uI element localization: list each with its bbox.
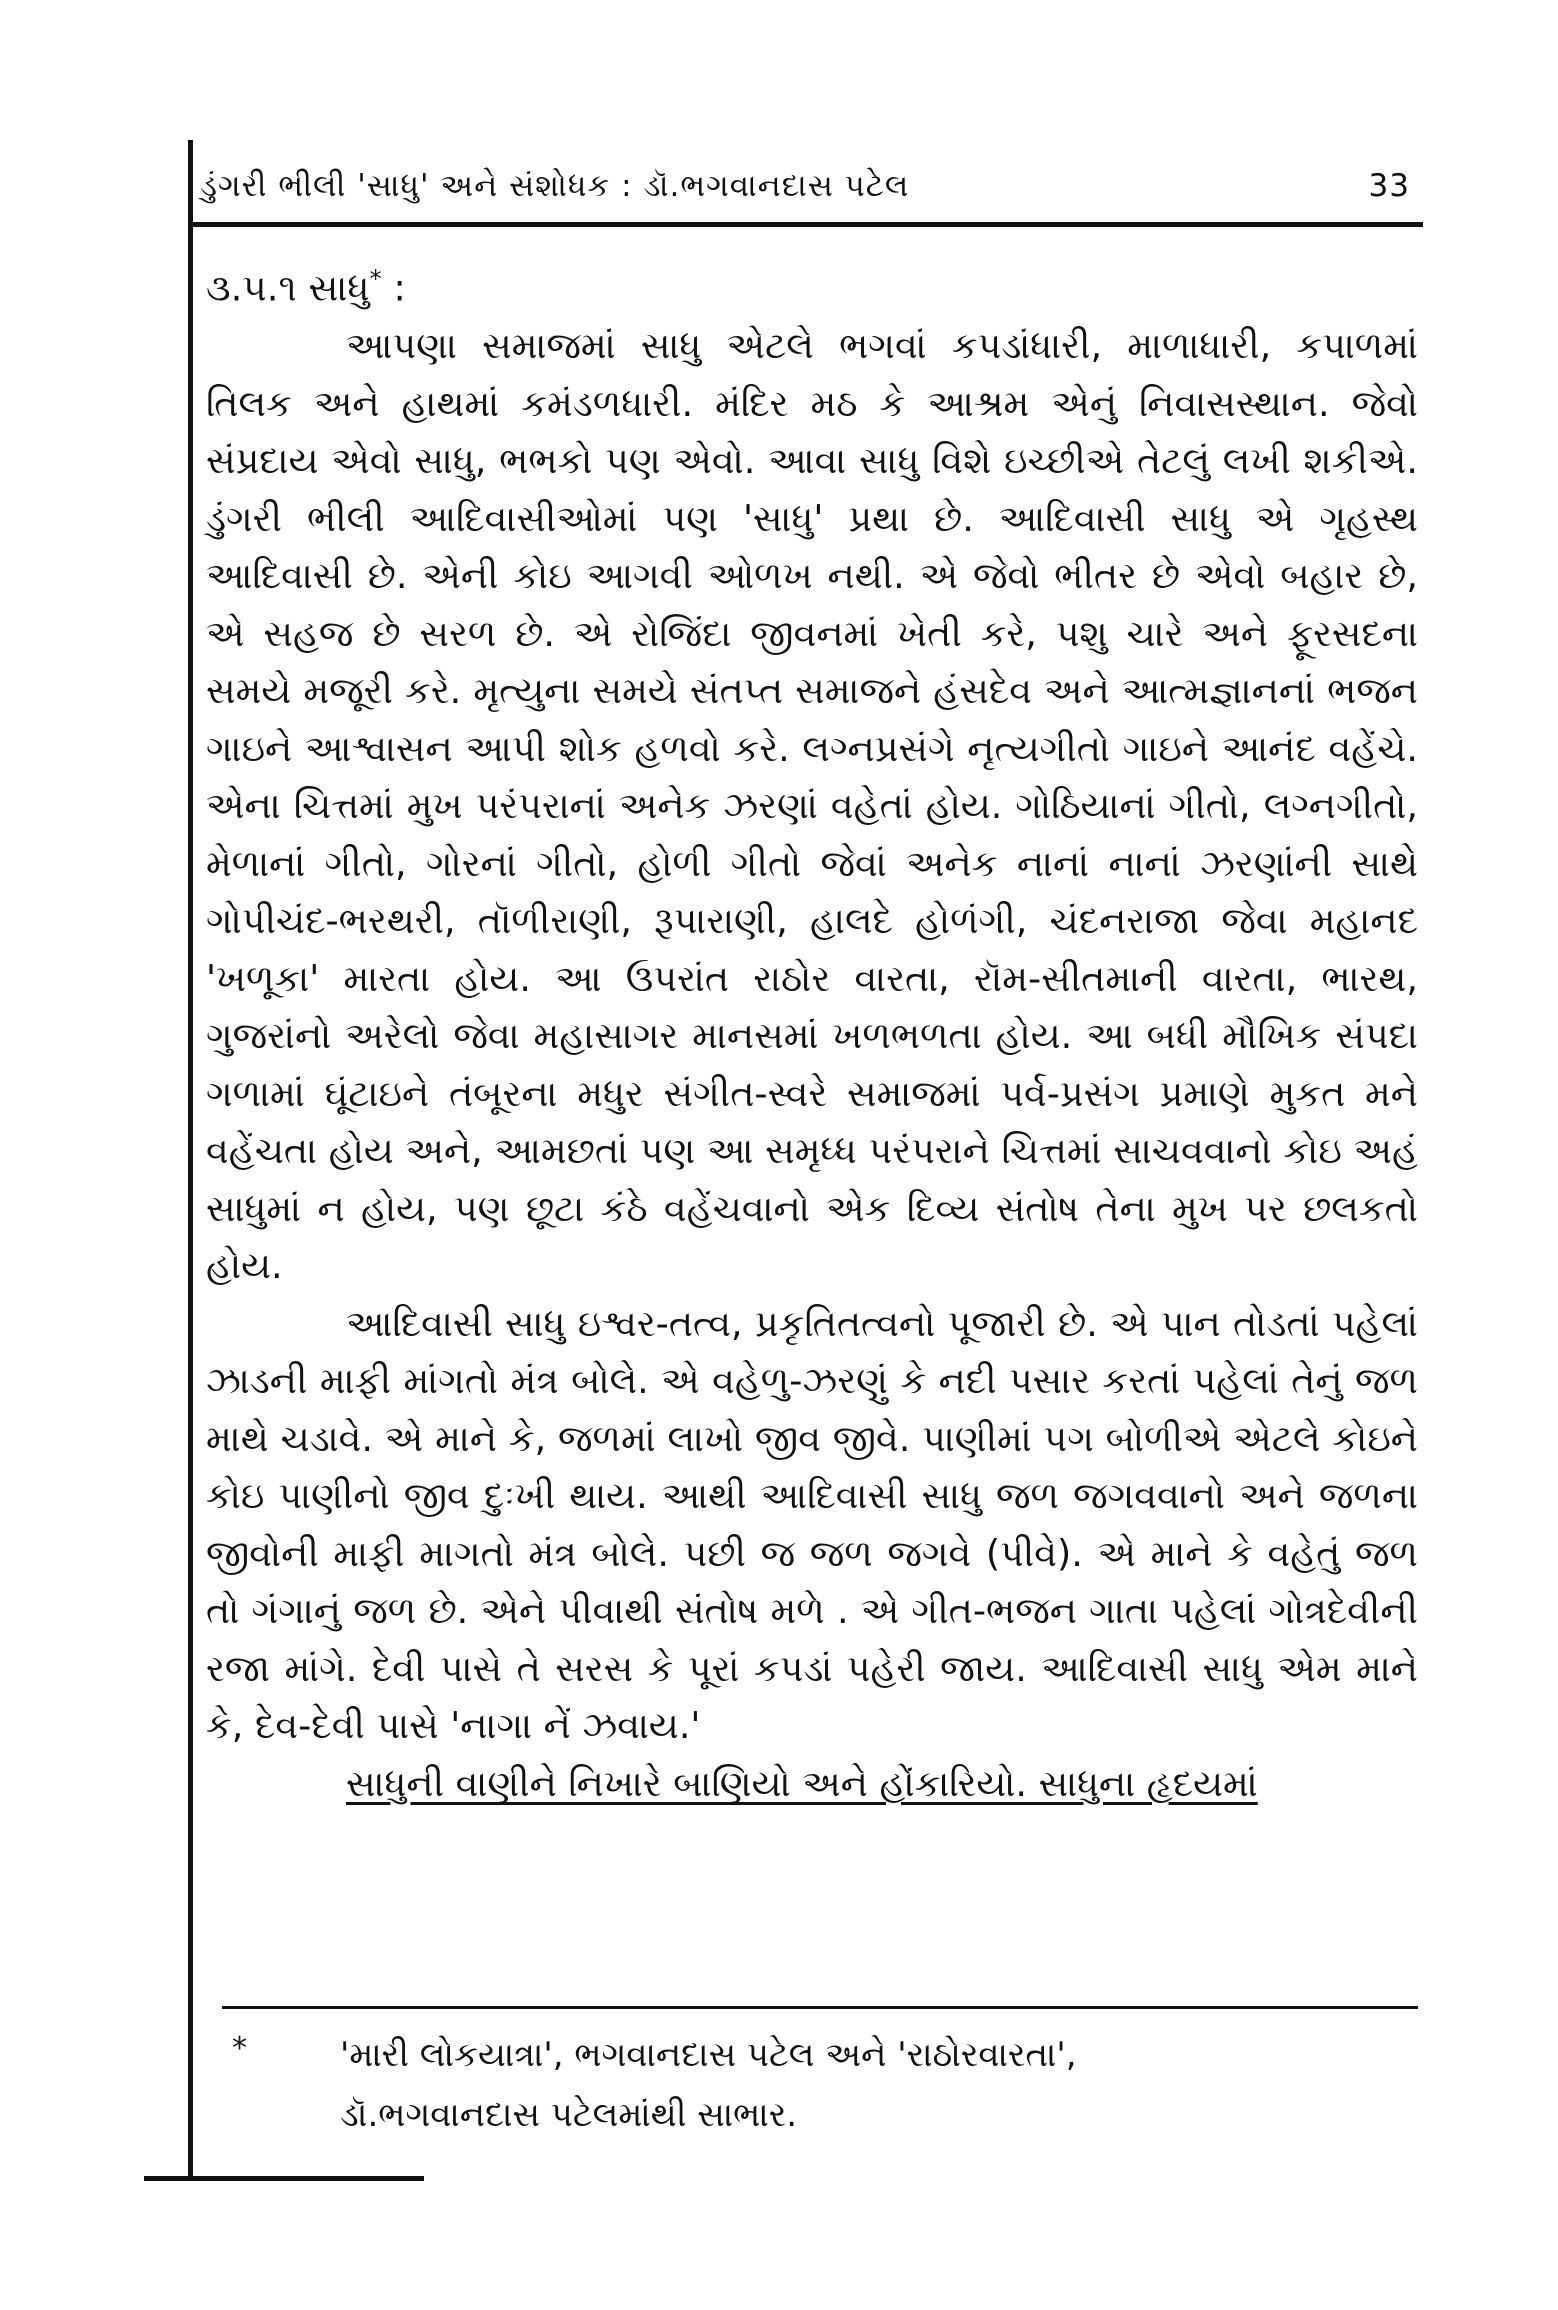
footnote-mark: * [232,2031,247,2066]
paragraph-1: આપણા સમાજમાં સાધુ એટલે ભગવાં કપડાંધારી, માળાધારી, કપાળમાં તિલક અને હાથમાં કમંડળધારી. મંદિર મઠ કે આશ્રમ એનું નિવાસસ્થાન. જેવો સંપ્રદાય એવો સાધુ, ભભકો પણ એવો. આવા સાધુ વિશે ઇચ્છીએ તેટલું લખી શકીએ. ડુંગરી ભીલી આદિવાસીઓમાં પણ 'સાધુ' પ્રથા છે. આદિવાસી સાધુ એ ગૃહસ્થ આદિવાસી છે. એની કોઇ આગવી ઓળખ નથી. એ જેવો ભીતર છે એવો બહાર છે, એ સહજ છે સરળ છે. એ રોજિંદા જીવનમાં ખેતી કરે, પશુ ચારે અને ફૂરસદના સમયે મજૂરી કરે. મૃત્યુના સમયે સંતપ્ત સમાજને હંસદેવ અને આત્મજ્ઞાનનાં ભજન ગાઇને આશ્વાસન આપી શોક હળવો કરે. લગ્નપ્રસંગે નૃત્યગીતો ગાઇને આનંદ વહેંચે. એના ચિત્તમાં મુખ પરંપરાનાં અનેક ઝરણાં વહેતાં હોય. ગોઠિયાનાં ગીતો, લગ્નગીતો, મેળાનાં ગીતો, ગોરનાં ગીતો, હોળી ગીતો જેવાં અનેક નાનાં નાનાં ઝરણાંની સાથે ગોપીચંદ-ભરથરી, તૉળીરાણી, રૂપારાણી, હાલદે હોળંગી, ચંદનરાજા જેવા મહાનદ 'ખળૂકા' મારતા હોય. આ ઉપરાંત રાઠોર વારતા, રૉમ-સીતમાની વારતા, ભારથ, ગુજરાંનો અરેલો જેવા મહાસાગર માનસમાં ખળભળતા હોય. આ બધી મૌખિક સંપદા ગળામાં ઘૂંટાઇને તંબૂરના મધુર સંગીત-સ્વરે સમાજમાં પર્વ-પ્રસંગ પ્રમાણે મુકત મને વહેંચતા હોય અને, આમછતાં પણ આ સમૃધ્ધ પરંપરાને ચિત્તમાં સાચવવાનો કોઇ અહં સાધુમાં ન હોય, પણ છૂટા કંઠે વહેંચવાનો એક દિવ્ય સંતોષ તેના મુખ પર છલકતો હોય. [206,324,1418,1288]
paragraph-2: આદિવાસી સાધુ ઇશ્વર-તત્વ, પ્રકૃતિતત્વનો પૂજારી છે. એ પાન તોડતાં પહેલાં ઝાડની માફી માંગતો મંત્ર બોલે. એ વહેળુ-ઝરણું કે નદી પસાર કરતાં પહેલાં તેનું જળ માથે ચડાવે. એ માને કે, જળમાં લાખો જીવ જીવે. પાણીમાં પગ બોળીએ એટલે કોઇને કોઇ પાણીનો જીવ દુઃખી થાય. આથી આદિવાસી સાધુ જળ જગવવાનો અને જળના જીવોની માફી માગતો મંત્ર બોલે. પછી જ જળ જગવે (પીવે). એ માને કે વહેતું જળ તો ગંગાનું જળ છે. એને પીવાથી સંતોષ મળે . એ ગીત-ભજન ગાતા પહેલાં ગોત્રદેવીની રજા માંગે. દેવી પાસે તે સરસ કે પૂરાં કપડાં પહેરી જાય. આદિવાસી સાધુ એમ માને કે, દેવ-દેવી પાસે 'નાગા નેં ઝવાય.' [206,1301,1418,1748]
section-heading [206,250,1418,317]
page-number: 33 [1368,168,1410,204]
footnote-reference: * [369,265,382,293]
footnote-rule [222,2006,1418,2009]
paragraph-3: સાધુની વાણીને નિખારે બાણિયો અને હોંકારિયો. સાધુના હૃદયમાં [346,1761,1258,1805]
page-header [200,168,1410,205]
section-heading-colon: : [393,266,406,310]
running-title: ડુંગરી ભીલી 'સાધુ' અને સંશોધક : ડૉ.ભગવાનદાસ પટેલ [200,168,910,204]
footnote [232,2025,1412,2145]
left-margin-rule [188,140,193,2180]
page-body [206,250,1418,1812]
footnote-line-2: ડૉ.ભગવાનદાસ પટેલમાંથી સાભાર. [340,2095,798,2135]
section-heading-text: ૩.૫.૧ સાધુ [206,266,370,310]
bottom-rule [144,2176,424,2181]
footnote-line-1: 'મારી લોકયાત્રા', ભગવાનદાસ પટેલ અને 'રાઠોરવારતા', [340,2035,1077,2075]
header-rule [188,222,1423,227]
